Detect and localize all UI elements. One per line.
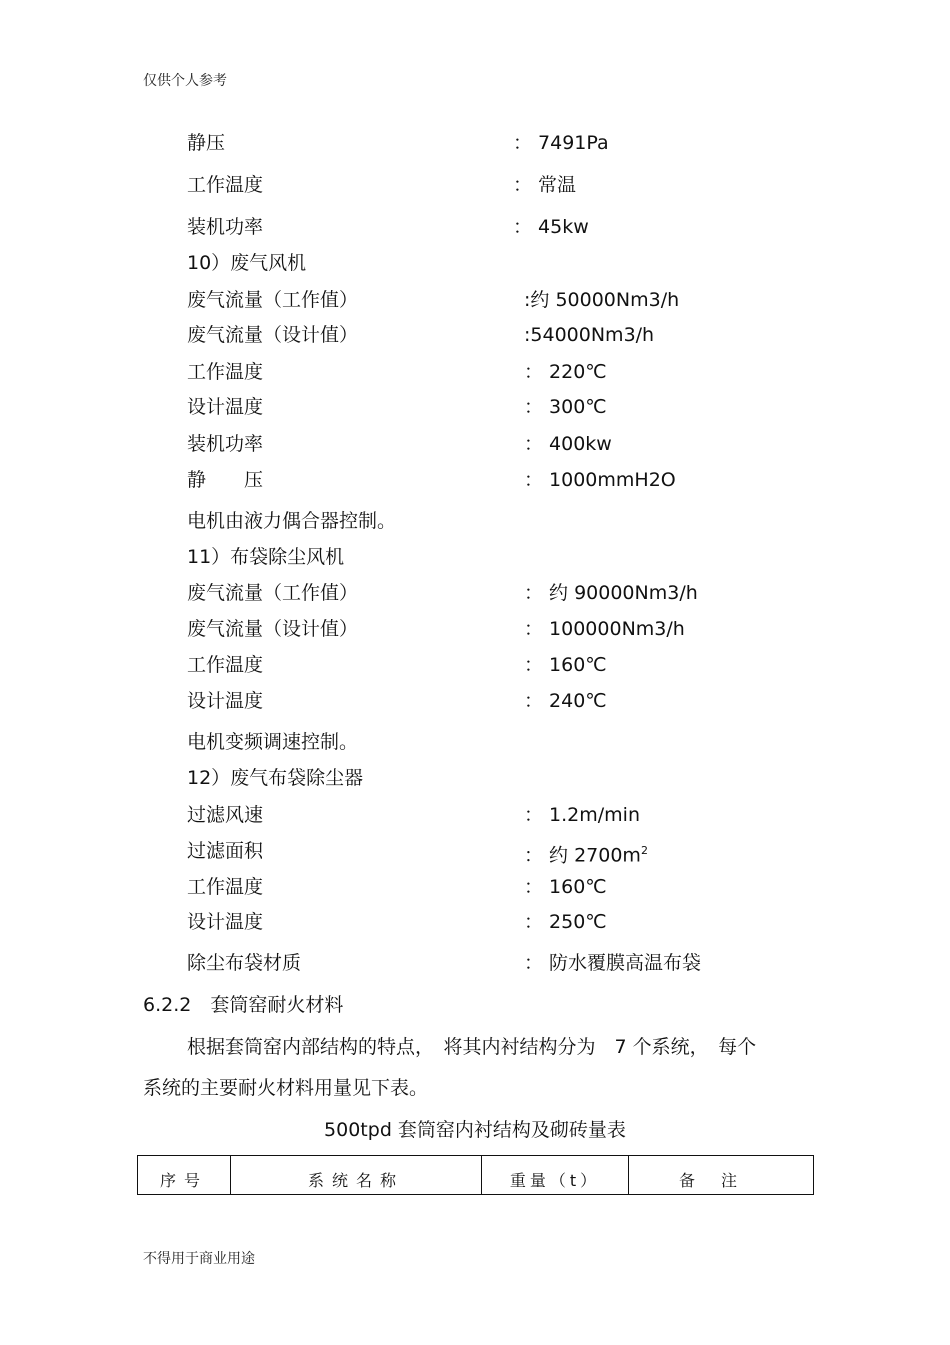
spec-label: 废气流量（工作值） xyxy=(187,582,359,604)
row xyxy=(0,686,950,716)
row xyxy=(0,212,950,242)
row xyxy=(0,465,950,495)
row xyxy=(0,392,950,422)
row xyxy=(0,650,950,680)
spec-label: 过滤面积 xyxy=(187,840,264,862)
spec-label: 静压 xyxy=(187,132,226,154)
spec-value: ： 1000mmH2O xyxy=(524,469,676,491)
row xyxy=(0,320,950,350)
table-header-cell: 系统名称 xyxy=(231,1156,482,1195)
table-header-row xyxy=(138,1156,814,1195)
section-heading xyxy=(0,990,950,1020)
row xyxy=(0,285,950,315)
row xyxy=(0,907,950,937)
row xyxy=(0,800,950,830)
spec-value: ： 45kw xyxy=(513,216,589,238)
spec-value: ： 常温 xyxy=(513,174,577,196)
page-footer: 不得用于商业用途 xyxy=(143,1251,255,1267)
spec-value: ： 防水覆膜高温布袋 xyxy=(524,952,702,974)
spec-label: 设计温度 xyxy=(187,690,264,712)
spec-value: ： 1.2m/min xyxy=(524,804,640,826)
row xyxy=(0,872,950,902)
spec-label: 设计温度 xyxy=(187,396,264,418)
spec-value: ： 300℃ xyxy=(524,396,607,418)
subsection-title: 12）废气布袋除尘器 xyxy=(187,767,364,789)
spec-value: ： 160℃ xyxy=(524,876,607,898)
spec-label: 工作温度 xyxy=(187,361,264,383)
spec-label: 设计温度 xyxy=(187,911,264,933)
page-header: 仅供个人参考 xyxy=(143,73,227,89)
subsection-title: 11）布袋除尘风机 xyxy=(187,546,345,568)
masonry-table xyxy=(137,1155,814,1195)
spec-value: :54000Nm3/h xyxy=(524,324,655,346)
spec-value xyxy=(524,836,648,870)
subsection-heading xyxy=(0,542,950,572)
spec-label: 静 压 xyxy=(187,469,264,491)
row xyxy=(0,836,950,866)
note-line xyxy=(0,727,950,757)
note-text: 电机由液力偶合器控制。 xyxy=(187,510,397,532)
spec-value: ： 7491Pa xyxy=(513,132,609,154)
section-title: 6.2.2 套筒窑耐火材料 xyxy=(143,994,344,1016)
row xyxy=(0,357,950,387)
subsection-heading xyxy=(0,248,950,278)
spec-label: 废气流量（设计值） xyxy=(187,618,359,640)
row xyxy=(0,948,950,978)
spec-label: 废气流量（工作值） xyxy=(187,289,359,311)
subsection-heading xyxy=(0,763,950,793)
row xyxy=(0,578,950,608)
spec-value: ： 220℃ xyxy=(524,361,607,383)
spec-label: 工作温度 xyxy=(187,174,264,196)
table-header-cell: 重量（t） xyxy=(482,1156,629,1195)
superscript: 2 xyxy=(640,844,648,857)
spec-value: ： 240℃ xyxy=(524,690,607,712)
paragraph-line: 系统的主要耐火材料用量见下表。 xyxy=(143,1077,429,1099)
row xyxy=(0,614,950,644)
spec-value: ： 约 90000Nm3/h xyxy=(524,582,698,604)
table-header-cell: 备注 xyxy=(629,1156,814,1195)
spec-value: :约 50000Nm3/h xyxy=(524,289,680,311)
note-line xyxy=(0,506,950,536)
paragraph-line: 根据套筒窑内部结构的特点， 将其内衬结构分为 7 个系统， 每个 xyxy=(187,1036,757,1058)
spec-label: 装机功率 xyxy=(187,216,264,238)
row xyxy=(0,128,950,158)
spec-value: ： 400kw xyxy=(524,433,612,455)
spec-label: 工作温度 xyxy=(187,654,264,676)
subsection-title: 10）废气风机 xyxy=(187,252,307,274)
row xyxy=(0,170,950,200)
spec-label: 装机功率 xyxy=(187,433,264,455)
spec-value: ： 160℃ xyxy=(524,654,607,676)
spec-label: 过滤风速 xyxy=(187,804,264,826)
spec-label: 废气流量（设计值） xyxy=(187,324,359,346)
spec-value: ： 100000Nm3/h xyxy=(524,618,685,640)
table-header-cell: 序号 xyxy=(138,1156,231,1195)
spec-value-text: ： 约 2700m xyxy=(524,844,641,867)
note-text: 电机变频调速控制。 xyxy=(187,731,359,753)
spec-label: 工作温度 xyxy=(187,876,264,898)
spec-value: ： 250℃ xyxy=(524,911,607,933)
table-title: 500tpd 套筒窑内衬结构及砌砖量表 xyxy=(324,1119,626,1141)
row xyxy=(0,429,950,459)
spec-label: 除尘布袋材质 xyxy=(187,952,302,974)
